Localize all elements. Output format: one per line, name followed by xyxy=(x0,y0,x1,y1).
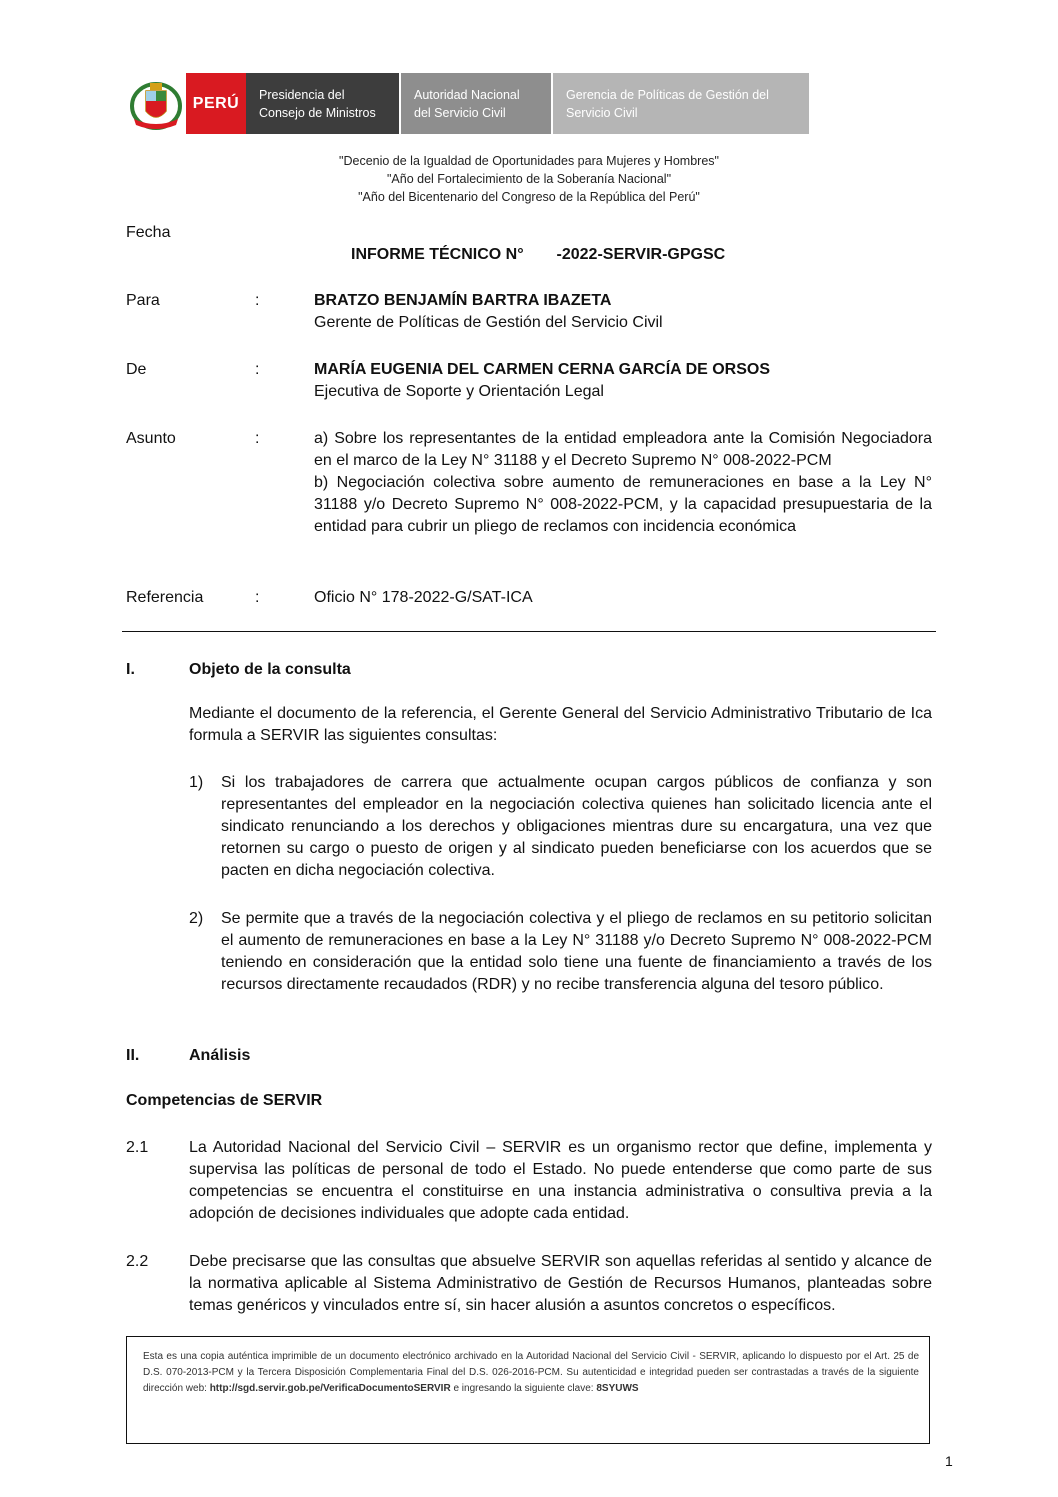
verification-url[interactable]: http://sgd.servir.gob.pe/VerificaDocumentoSERVIR xyxy=(209,1383,451,1394)
authenticity-text-mid: e ingresando la siguiente clave: xyxy=(450,1383,597,1394)
header-box-gerencia-line2: Servicio Civil xyxy=(566,106,638,120)
paragraph-number: 2.1 xyxy=(126,1139,149,1156)
de-name: MARÍA EUGENIA DEL CARMEN CERNA GARCÍA DE ORSOS xyxy=(314,361,771,378)
year-motto: "Año del Fortalecimiento de la Soberanía Nacional" xyxy=(386,172,672,186)
referencia-label: Referencia xyxy=(126,589,204,606)
year-motto: "Decenio de la Igualdad de Oportunidades para Mujeres y Hombres" xyxy=(339,154,719,168)
section-2-title: Análisis xyxy=(189,1047,251,1064)
para-colon: : xyxy=(255,292,260,309)
list-item-number: 2) xyxy=(189,910,204,927)
list-item-text: Se permite que a través de la negociación colectiva y el pliego de reclamos en su petitorio solicitan el aumento de remuneraciones en base a la Ley N° 31188 y/o Decreto Supremo N° 008-2022-PCM teniendo en consideración que la entidad solo tiene una fuente de financiamiento a través de los recursos directamente recaudados (RDR) y no recibe transferencia alguna del tesoro público. xyxy=(221,910,932,993)
asunto-item-b: b) Negociación colectiva sobre aumento de remuneraciones en base a la Ley N° 31188 y/o Decreto Supremo N° 008-2022-PCM, y la capacidad presupuestaria de la entidad para cubrir un pliego de reclamos con incidencia económica xyxy=(314,474,932,535)
year-mottos xyxy=(126,152,932,206)
list-item-number: 1) xyxy=(189,774,204,791)
paragraph-text: Debe precisarse que las consultas que absuelve SERVIR son aquellas referidas al sentido y alcance de la normativa aplicable al Sistema Administrativo de Gestión de Recursos Humanos, planteadas sobre temas genéricos y vinculados entre sí, sin hacer alusión a asuntos concretos o específicos. xyxy=(189,1253,932,1314)
authenticity-notice xyxy=(126,1336,930,1444)
document-title xyxy=(351,244,725,266)
header-box-gerencia-line1: Gerencia de Políticas de Gestión del xyxy=(566,88,769,102)
document-title-left: INFORME TÉCNICO N° xyxy=(351,246,524,263)
header-box-pcm-line1: Presidencia del xyxy=(259,88,345,102)
section-2-number: II. xyxy=(126,1047,140,1064)
header-box-gerencia xyxy=(551,73,809,134)
letterhead xyxy=(126,73,816,134)
header-box-pcm-line2: Consejo de Ministros xyxy=(259,106,376,120)
para-name: BRATZO BENJAMÍN BARTRA IBAZETA xyxy=(314,292,612,309)
year-motto: "Año del Bicentenario del Congreso de la República del Perú" xyxy=(358,190,700,204)
peru-label: PERÚ xyxy=(192,94,240,112)
peru-brand-box xyxy=(186,73,246,134)
asunto-colon: : xyxy=(255,430,260,447)
de-colon: : xyxy=(255,361,260,378)
section-1-number: I. xyxy=(126,661,135,678)
paragraph-text: La Autoridad Nacional del Servicio Civil – SERVIR es un organismo rector que define, implementa y supervisa las políticas de personal de todo el Estado. No puede entenderse que como parte de sus competencias se encuentra el constituirse en una instancia administrativa o consultiva previa a la adopción de decisiones individuales que adopte cada entidad. xyxy=(189,1139,932,1222)
header-box-servir-line1: Autoridad Nacional xyxy=(414,88,520,102)
asunto-label: Asunto xyxy=(126,430,176,447)
referencia-colon: : xyxy=(255,589,260,606)
authenticity-text-start: Esta es una copia auténtica imprimible de un documento electrónico archivado en la Autoridad Nacional del Servicio Civil - SERVIR, aplicando lo dispuesto por el Art. 25 de D.S. 070-2013-PCM y la Tercera Disposición Complementaria Final del D.S. 026-2016-PCM. Su autenticidad e integridad pueden ser contrastadas a través de la siguiente dirección web: xyxy=(143,1351,919,1394)
coat-of-arms-icon xyxy=(126,73,186,134)
header-box-servir xyxy=(399,73,551,134)
list-item-text: Si los trabajadores de carrera que actualmente ocupan cargos públicos de confianza y son representantes del empleador en la negociación colectiva quienes han solicitado licencia ante el sindicato renunciando a los derechos y obligaciones mientras dure su encargatura, una vez que retornen su cargo o puesto de origen y al sindicato pueden beneficiarse con los acuerdos que se pacten en dicha negociación colectiva. xyxy=(221,774,932,879)
paragraph-number: 2.2 xyxy=(126,1253,149,1270)
de-label: De xyxy=(126,361,147,378)
document-title-right: -2022-SERVIR-GPGSC xyxy=(556,246,726,263)
para-label: Para xyxy=(126,292,160,309)
asunto-item-a: a) Sobre los representantes de la entidad empleadora ante la Comisión Negociadora en el marco de la Ley N° 31188 y el Decreto Supremo N° 008-2022-PCM xyxy=(314,430,932,469)
section-2-subheading: Competencias de SERVIR xyxy=(126,1092,323,1109)
section-1-intro: Mediante el documento de la referencia, el Gerente General del Servicio Administrativo Tributario de Ica formula a SERVIR las siguientes consultas: xyxy=(189,705,932,744)
referencia-value: Oficio N° 178-2022-G/SAT-ICA xyxy=(314,589,533,606)
header-box-pcm xyxy=(246,73,399,134)
header-divider xyxy=(122,631,936,632)
fecha-label: Fecha xyxy=(126,224,171,241)
section-1-title: Objeto de la consulta xyxy=(189,661,351,678)
para-role: Gerente de Políticas de Gestión del Servicio Civil xyxy=(314,314,663,331)
header-box-servir-line2: del Servicio Civil xyxy=(414,106,506,120)
de-role: Ejecutiva de Soporte y Orientación Legal xyxy=(314,383,604,400)
page-number: 1 xyxy=(945,1453,953,1469)
asunto-text xyxy=(314,428,932,538)
verification-key: 8SYUWS xyxy=(596,1383,639,1394)
